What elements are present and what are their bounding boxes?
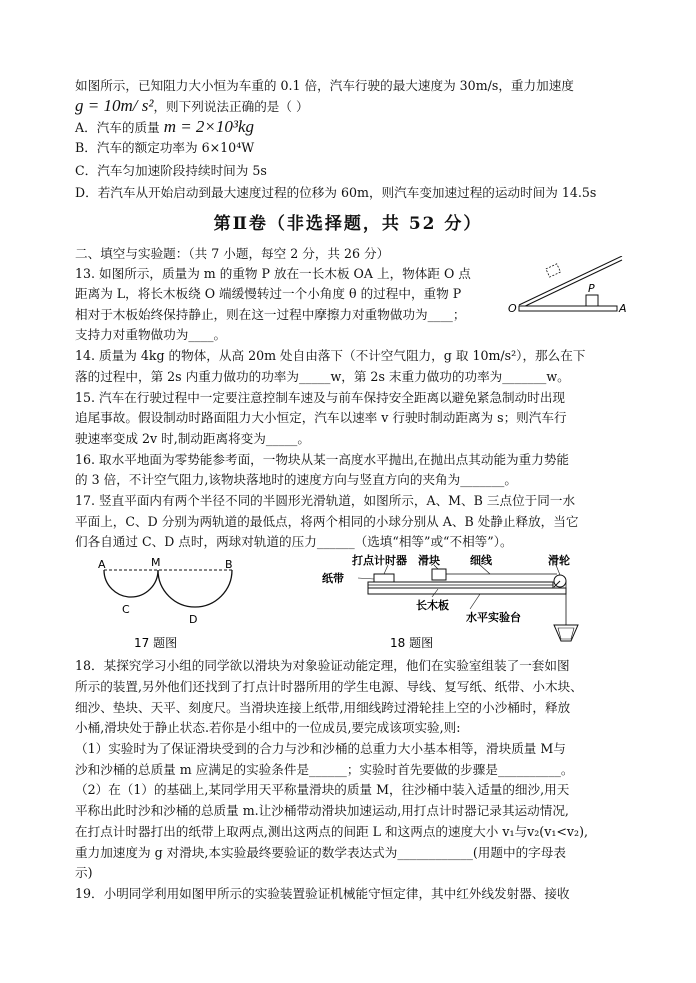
q18-text: 小桶,滑块处于静止状态.若你是小组中的一位成员,要完成该项实验,则: <box>75 720 461 735</box>
q13-text: 相对于木板始终保持静止，则在这一过程中摩擦力对重物做功为____； <box>75 307 466 322</box>
gravity-formula: g = 10m/ s² <box>75 96 154 115</box>
q18-text: 在打点计时器打出的纸带上取两点,测出这两点的间距 L 和这两点的速度大小 v₁与v₂(v₁<v₂), <box>75 824 589 839</box>
q13-text: 支持力对重物做功为____。 <box>75 327 227 342</box>
q17-text: 们各自通过 C、D 点时，两球对轨道的压力______（选填“相等”或“不相等”）。 <box>75 534 513 549</box>
q17-text: 平面上，C、D 分别为两轨道的最低点，将两个相同的小球分别从 A、B 处静止释放，当它 <box>75 514 579 529</box>
q18-text: 所示的装置,另外他们还找到了打点计时器所用的学生电源、导线、复写纸、纸带、小木块、 <box>75 679 583 694</box>
q18-text: 平称出此时沙和沙桶的总质量 m.让沙桶带动滑块加速运动,用打点计时器记录其运动情况, <box>75 803 569 818</box>
string-label: 细线 <box>470 554 492 567</box>
q15-text: 15. 汽车在行驶过程中一定要注意控制车速及与前车保持安全距离以避免紧急制动时出现 <box>75 390 566 405</box>
q14-text: 落的过程中，第 2s 内重力做功的功率为_____w，第 2s 末重力做功的功率为_______w。 <box>75 369 570 384</box>
question-text: 如图所示，已知阻力大小恒为车重的 0.1 倍，汽车行驶的最大速度为 30m/s，重力加速度 <box>75 78 574 93</box>
point-p-label: P <box>588 282 595 295</box>
q14-text: 14. 质量为 4kg 的物体，从高 20m 处自由落下（不计空气阻力，g 取 10m/s²），那么在下 <box>75 348 586 363</box>
table-label: 水平实验台 <box>466 611 521 624</box>
q13-incline-figure <box>500 256 630 318</box>
q16-text: 16. 取水平地面为零势能参考面，一物块从某一高度水平抛出,在抛出点其动能为重力势能 <box>75 452 570 467</box>
point-c-label: C <box>122 603 130 616</box>
q18-text: 细沙、垫块、天平、刻度尺。当滑块连接上纸带,用细线跨过滑轮挂上空的小沙桶时，释放 <box>75 700 571 715</box>
option-b: B．汽车的额定功率为 6×10⁴W <box>75 140 255 155</box>
q18-text: 沙和沙桶的总质量 m 应满足的实验条件是______；实验时首先要做的步骤是__________。 <box>75 762 574 777</box>
point-a-label: A <box>98 558 106 571</box>
slider-label: 滑块 <box>418 554 440 567</box>
q18-text: （1）实验时为了保证滑块受到的合力与沙和沙桶的总重力大小基本相等，滑块质量 M与 <box>75 741 566 756</box>
q18-apparatus-figure <box>320 553 595 658</box>
q16-text: 的 3 倍，不计空气阻力,该物块落地时的速度方向与竖直方向的夹角为_______。 <box>75 472 517 487</box>
point-b-label: B <box>225 558 233 571</box>
q18-text: 示) <box>75 865 93 880</box>
pulley-label: 滑轮 <box>548 554 570 567</box>
option-a: A．汽车的质量 m = 2×10³kg <box>75 117 255 136</box>
q18-text: 重力加速度为 g 对滑块,本实验最终要验证的数学表达式为____________(用题中的字母表 <box>75 845 566 860</box>
q19-text: 19．小明同学利用如图甲所示的实验装置验证机械能守恒定律，其中红外线发射器、接收 <box>75 886 570 901</box>
timer-label: 打点计时器 <box>352 554 407 567</box>
q15-text: 驶速率变成 2v 时,制动距离将变为_____。 <box>75 431 310 446</box>
mass-formula: m = 2×10³kg <box>163 117 255 136</box>
q13-text: 距离为 L，将长木板绕 O 端缓慢转过一个小角度 θ 的过程中，重物 P <box>75 286 462 301</box>
q15-text: 追尾事故。假设制动时路面阻力大小恒定，汽车以速率 v 行驶时制动距离为 s；则汽车行 <box>75 410 567 425</box>
figure-caption: 17 题图 <box>134 636 178 650</box>
figure-caption: 18 题图 <box>390 636 434 650</box>
section-title: 第Ⅱ卷（非选择题，共 52 分） <box>213 214 483 234</box>
tape-label: 纸带 <box>322 572 344 585</box>
point-a-label: A <box>619 302 627 315</box>
q17-text: 17. 竖直平面内有两个半径不同的半圆形光滑轨道，如图所示，A、M、B 三点位于同一水 <box>75 493 576 508</box>
option-d: D．若汽车从开始启动到最大速度过程的位移为 60m，则汽车变加速过程的运动时间为 14.5s <box>75 185 597 200</box>
option-c: C．汽车匀加速阶段持续时间为 5s <box>75 163 267 178</box>
q18-text: 18．某探究学习小组的同学欲以滑块为对象验证动能定理，他们在实验室组装了一套如图 <box>75 658 570 673</box>
point-d-label: D <box>189 613 198 626</box>
q17-track-figure <box>90 555 250 655</box>
section-subtitle: 二、填空与实验题：（共 7 小题，每空 2 分，共 26 分） <box>75 246 390 261</box>
question-text: g = 10m/ s²，则下列说法正确的是（ ） <box>75 96 309 115</box>
point-m-label: M <box>151 556 161 569</box>
q13-text: 13. 如图所示，质量为 m 的重物 P 放在一长木板 OA 上，物体距 O 点 <box>75 266 471 281</box>
point-o-label: O <box>508 302 517 315</box>
board-label: 长木板 <box>416 599 449 612</box>
q18-text: （2）在（1）的基础上,某同学用天平称量滑块的质量 M，往沙桶中装入适量的细沙,用天 <box>75 782 570 797</box>
